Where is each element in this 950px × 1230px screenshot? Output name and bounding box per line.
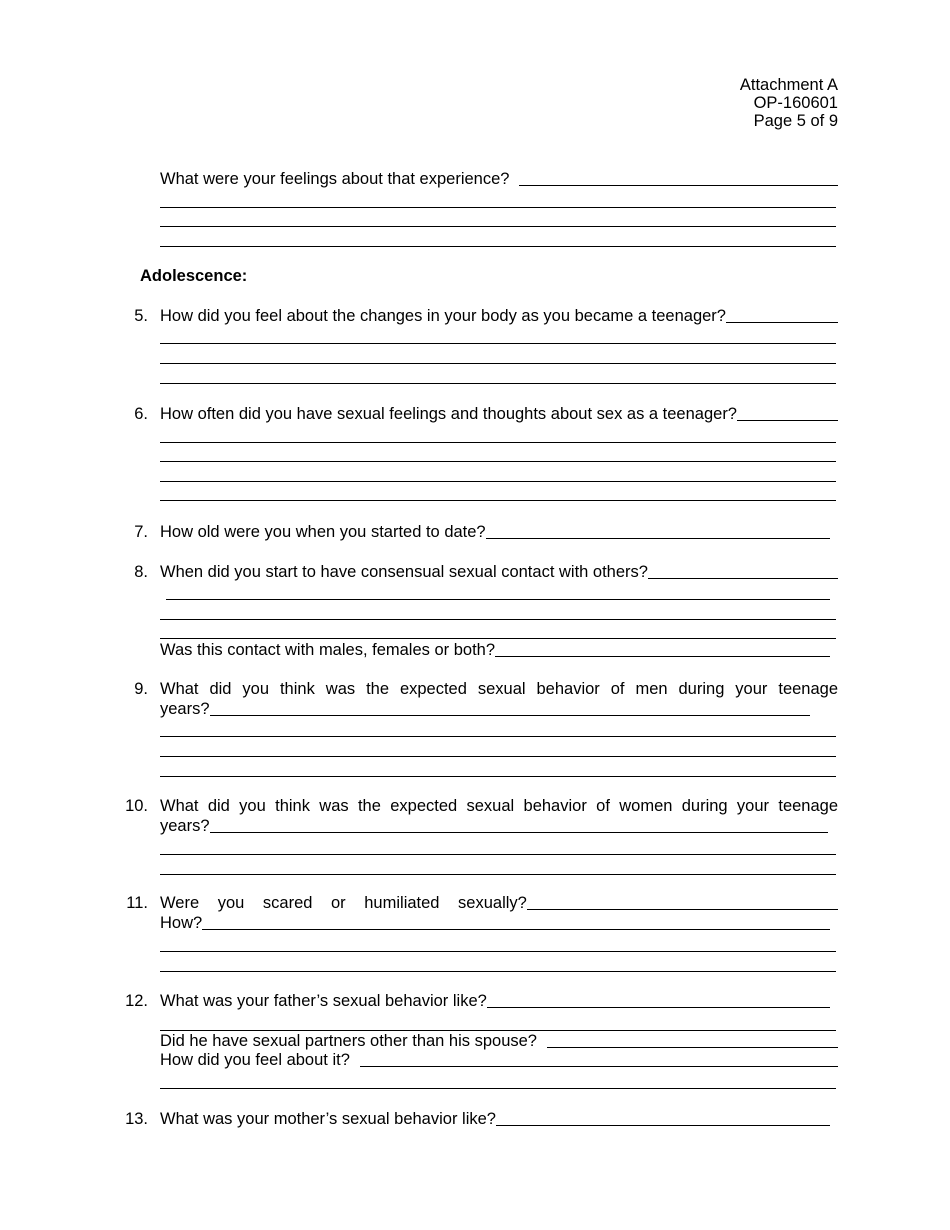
question-text: Were you scared or humiliated sexually? [160,894,527,912]
question-text-continued: years? [160,700,210,718]
answer-blank[interactable] [210,714,810,716]
answer-blank[interactable] [360,1065,838,1067]
answer-line[interactable] [160,207,836,208]
answer-line[interactable] [166,599,830,600]
question-number: 11. [126,894,148,912]
page-number: Page 5 of 9 [753,112,838,130]
answer-line[interactable] [160,442,836,443]
question-text: What did you think was the expected sexual behavior of men during your teenage [160,680,838,698]
intro-question [160,169,838,189]
answer-blank[interactable] [210,831,828,833]
answer-line[interactable] [160,874,836,875]
question-number: 5. [134,307,148,325]
question-number: 9. [134,680,148,698]
question-9 [160,679,838,699]
answer-line[interactable] [160,619,836,620]
page-header [740,76,838,130]
question-12-followup-1 [160,1031,838,1051]
question-10-line2 [160,816,828,836]
question-5 [160,306,838,326]
question-text-continued: How? [160,914,203,932]
question-11-line2 [160,913,830,933]
question-text: What was your mother’s sexual behavior like? [160,1110,496,1128]
question-number: 13. [125,1110,148,1128]
answer-line[interactable] [160,226,836,227]
question-text: How did you feel about the changes in your body as you became a teenager? [160,307,726,325]
section-heading: Adolescence: [140,267,248,285]
question-number: 8. [134,563,148,581]
answer-blank[interactable] [495,655,830,657]
answer-line[interactable] [160,1088,836,1089]
answer-line[interactable] [160,638,836,639]
question-7 [160,522,830,542]
answer-line[interactable] [160,461,836,462]
answer-blank[interactable] [737,419,838,421]
intro-question-text: What were your feelings about that experience? [160,170,510,188]
answer-line[interactable] [160,383,836,384]
answer-line[interactable] [160,343,836,344]
answer-blank[interactable] [487,1006,830,1008]
question-number: 6. [134,405,148,423]
question-12 [160,991,830,1011]
answer-line[interactable] [160,756,836,757]
question-text: How old were you when you started to date? [160,523,486,541]
question-number: 10. [125,797,148,815]
answer-blank[interactable] [486,537,830,539]
question-text: How often did you have sexual feelings and thoughts about sex as a teenager? [160,405,737,423]
answer-line[interactable] [160,736,836,737]
answer-line[interactable] [160,246,836,247]
question-10 [160,796,838,816]
answer-blank[interactable] [547,1046,838,1048]
answer-line[interactable] [160,971,836,972]
question-8 [160,562,838,582]
answer-line[interactable] [160,500,836,501]
question-text-continued: years? [160,817,210,835]
answer-line[interactable] [160,854,836,855]
answer-line[interactable] [160,776,836,777]
document-number: OP-160601 [753,94,838,112]
answer-line[interactable] [160,951,836,952]
question-text: When did you start to have consensual sexual contact with others? [160,563,648,581]
answer-line[interactable] [160,363,836,364]
question-8-followup [160,640,830,660]
followup-text: Was this contact with males, females or both? [160,641,496,659]
question-13 [160,1109,830,1129]
followup-text: How did you feel about it? [160,1051,350,1069]
answer-blank[interactable] [519,184,838,186]
question-text: What did you think was the expected sexual behavior of women during your teenage [160,797,838,815]
question-text: What was your father’s sexual behavior like? [160,992,487,1010]
question-11 [160,893,838,913]
answer-blank[interactable] [496,1124,830,1126]
answer-blank[interactable] [527,908,838,910]
question-12-followup-2 [160,1050,838,1070]
attachment-label: Attachment A [739,76,838,94]
question-number: 7. [134,523,148,541]
answer-blank[interactable] [202,928,830,930]
question-number: 12. [125,992,148,1010]
question-6 [160,404,838,424]
answer-blank[interactable] [726,321,838,323]
answer-blank[interactable] [648,577,838,579]
answer-line[interactable] [160,481,836,482]
question-9-line2 [160,699,810,719]
followup-text: Did he have sexual partners other than his spouse? [160,1032,537,1050]
